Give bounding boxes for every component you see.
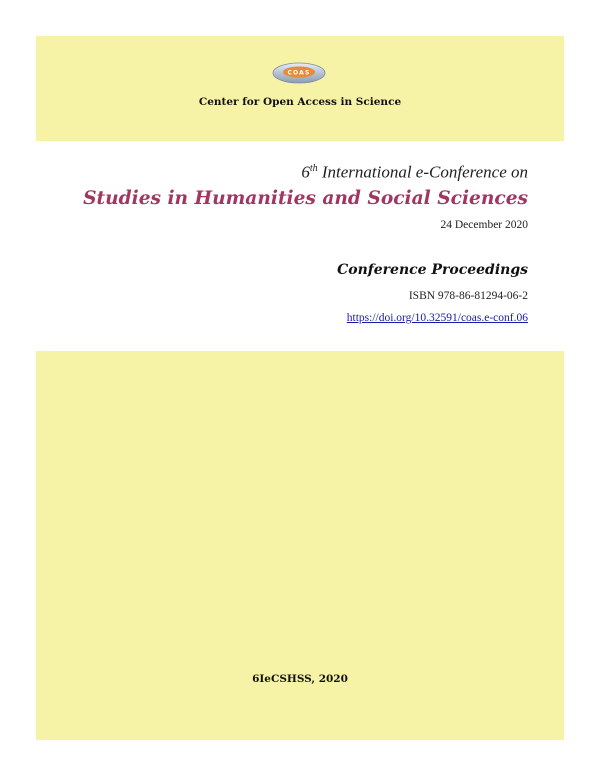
- proceedings-label: Conference Proceedings: [337, 262, 528, 278]
- conference-header: [28, 158, 528, 231]
- doi-link[interactable]: https://doi.org/10.32591/coas.e-conf.06: [346, 312, 528, 324]
- organization-name: Center for Open Access in Science: [198, 96, 402, 108]
- conference-subtitle: [28, 158, 528, 184]
- edition-number: 6: [301, 162, 310, 182]
- coas-logo: [272, 62, 326, 84]
- isbn-text: ISBN 978-86-81294-06-2: [408, 290, 528, 302]
- subtitle-text: International e-Conference on: [317, 162, 528, 182]
- top-banner: [36, 36, 564, 141]
- conference-title: Studies in Humanities and Social Sciences: [83, 187, 528, 209]
- edition-suffix: th: [309, 163, 318, 174]
- logo-text: COAS: [287, 69, 311, 77]
- footer-label: 6IeCSHSS, 2020: [252, 673, 348, 685]
- conference-date: 24 December 2020: [440, 218, 528, 231]
